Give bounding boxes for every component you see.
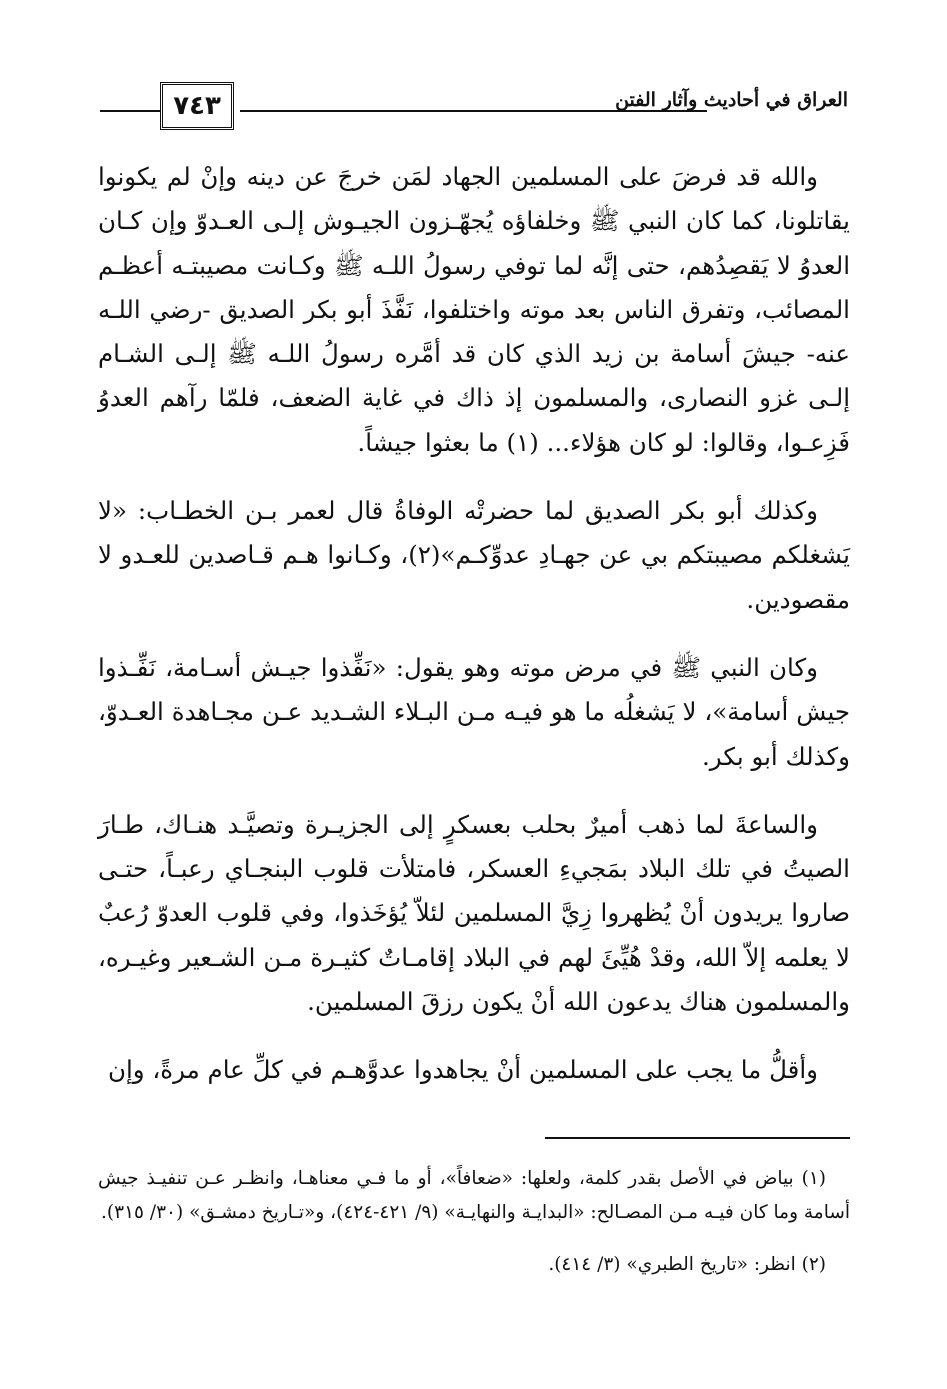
book-title: العراق في أحاديث وآثار الفتن <box>615 89 848 111</box>
paragraph: وكذلك أبو بكر الصديق لما حضرتْه الوفاةُ قال لعمر بـن الخطـاب: «لا يَشغلكم مصيبتكم بي عن جهـادِ عدوِّكـم»(٢)، وكـانوا هـم قـاصدين للعـدو لا مقصودين. <box>98 496 850 614</box>
footnotes <box>98 1162 850 1300</box>
header-rule-left <box>100 110 160 112</box>
paragraph: وأقلُّ ما يجب على المسلمين أنْ يجاهدوا عدوَّهـم في كلِّ عام مرةً، وإن <box>107 1055 818 1085</box>
footnote: (٢) انظر: «تاريخ الطبري» (٣/ ٤١٤). <box>548 1254 826 1275</box>
page-number: ٧٤٣ <box>160 82 234 130</box>
main-text <box>98 155 850 1117</box>
footnote-separator <box>545 1137 850 1139</box>
paragraph: والله قد فرضَ على المسلمين الجهاد لمَن خرجَ عن دينه وإنْ لم يكونوا يقاتلونا، كما كان النبي ﷺ وخلفاؤه يُجهّـزون الجيـوش إلـى العـدوّ وإن كـان العدوُ لا يَقصِدُهم، حتى إنَّه لما توفي رسولُ اللـه ﷺ وكـانت مصيبتـه أعظـم المصائب، وتفرق الناس بعد موته واختلفوا، نَفَّذَ أبو بكر الصديق -رضي اللـه عنه- جيشَ أسامة بن زيد الذي كان قد أمَّره رسولُ اللـه ﷺ إلـى الشـام إلـى غزو النصارى، والمسلمون إذ ذاك في غاية الضعف، فلمّا رآهم العدوُ فَزِعـوا، وقالوا: لو كان هؤلاء... (١) ما بعثوا جيشاً. <box>98 162 850 457</box>
page-header <box>100 70 848 130</box>
footnote: (١) بياض في الأصل بقدر كلمة، ولعلها: «ضعافاً»، أو ما فـي معناهـا، وانظـر عـن تنفيـذ جيش أسامة وما كان فيـه مـن المصـالح: «البدايـة والنهايـة» (٩/ ٤٢١-٤٢٤)، و«تـاريخ دمشـق» (٣٠/ ٣١٥). <box>98 1168 850 1223</box>
paragraph: وكان النبي ﷺ في مرض موته وهو يقول: «نَفِّذوا جيـش أسـامة، نَفِّـذوا جيش أسامة»، لا يَشغلُه ما هو فيـه مـن البـلاء الشـديد عـن مجـاهدة العـدوّ، وكذلك أبو بكر. <box>98 652 850 771</box>
paragraph: والساعةَ لما ذهب أميرٌ بحلب بعسكرٍ إلى الجزيـرة وتصيَّـد هنـاك، طـارَ الصيتُ في تلك البلاد بمَجيءِ العسكر، فامتلأت قلوب البنجـاي رعبـاً، حتـى صاروا يريدون أنْ يُظهروا زِيَّ المسلمين لئلاّ يُؤخَذوا، وفي قلوب العدوّ رُعبٌ لا يعلمه إلاّ الله، وقدْ هُيِّئَ لهم في البلاد إقامـاتٌ كثيـرة مـن الشـعير وغيـره، والمسلمون هناك يدعون الله أنْ يكون رزقَ المسلمين. <box>98 809 850 1017</box>
